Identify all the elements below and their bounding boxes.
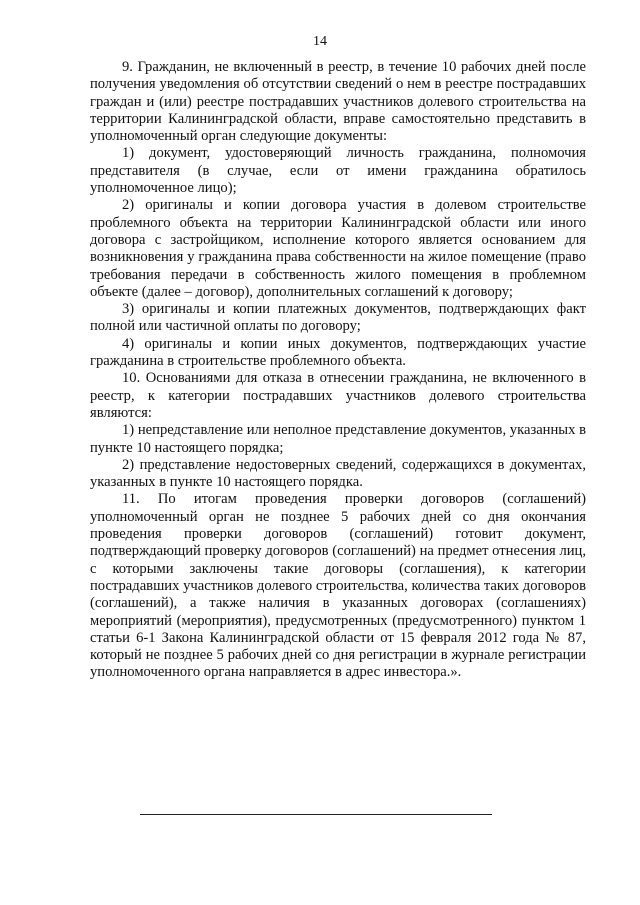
paragraph-9-item-1: 1) документ, удостоверяющий личность гражданина, полномочия представителя (в случае, если от имени гражданина обратилось уполномоченное лицо); bbox=[90, 145, 586, 197]
paragraph-10-item-2: 2) представление недостоверных сведений, содержащихся в документах, указанных в пункте 10 настоящего порядка. bbox=[90, 456, 586, 491]
document-body bbox=[90, 59, 586, 682]
paragraph-11: 11. По итогам проведения проверки договоров (соглашений) уполномоченный орган не позднее 5 рабочих дней со дня окончания проведения проверки договоров (соглашений) готовит документ, подтверждающий проверку договоров (соглашений) на предмет отнесения лиц, с которыми заключены такие договоры (соглашения), к категории пострадавших участников долевого строительства, количества таких договоров (соглашений), а также наличия в указанных договорах (соглашениях) мероприятий (мероприятия), предусмотренных (предусмотренного) пунктом 1 статьи 6-1 Закона Калининградской области от 15 февраля 2012 года № 87, который не позднее 5 рабочих дней со дня регистрации в журнале регистрации уполномоченного органа направляется в адрес инвестора.». bbox=[90, 491, 586, 681]
paragraph-9: 9. Гражданин, не включенный в реестр, в течение 10 рабочих дней после получения уведомления об отсутствии сведений о нем в реестре пострадавших граждан и (или) реестре пострадавших участников долевого строительства на территории Калининградской области, вправе самостоятельно представить в уполномоченный орган следующие документы: bbox=[90, 59, 586, 145]
paragraph-10-item-1: 1) непредставление или неполное представление документов, указанных в пункте 10 настоящего порядка; bbox=[90, 422, 586, 456]
end-divider bbox=[140, 814, 492, 815]
paragraph-9-item-2: 2) оригиналы и копии договора участия в долевом строительстве проблемного объекта на территории Калининградской области или иного договора с застройщиком, исполнение которого является основанием для возникновения у гражданина права собственности на жилое помещение (право требования передачи в собственность жилого помещения в проблемном объекте (далее – договор), дополнительных соглашений к договору; bbox=[90, 197, 586, 300]
paragraph-9-item-3: 3) оригиналы и копии платежных документов, подтверждающих факт полной или частичной оплаты по договору; bbox=[90, 301, 586, 335]
paragraph-10: 10. Основаниями для отказа в отнесении гражданина, не включенного в реестр, к категории пострадавших участников долевого строительства являются: bbox=[90, 370, 586, 421]
page-number: 14 bbox=[313, 34, 327, 49]
paragraph-9-item-4: 4) оригиналы и копии иных документов, подтверждающих участие гражданина в строительстве проблемного объекта. bbox=[90, 335, 586, 370]
